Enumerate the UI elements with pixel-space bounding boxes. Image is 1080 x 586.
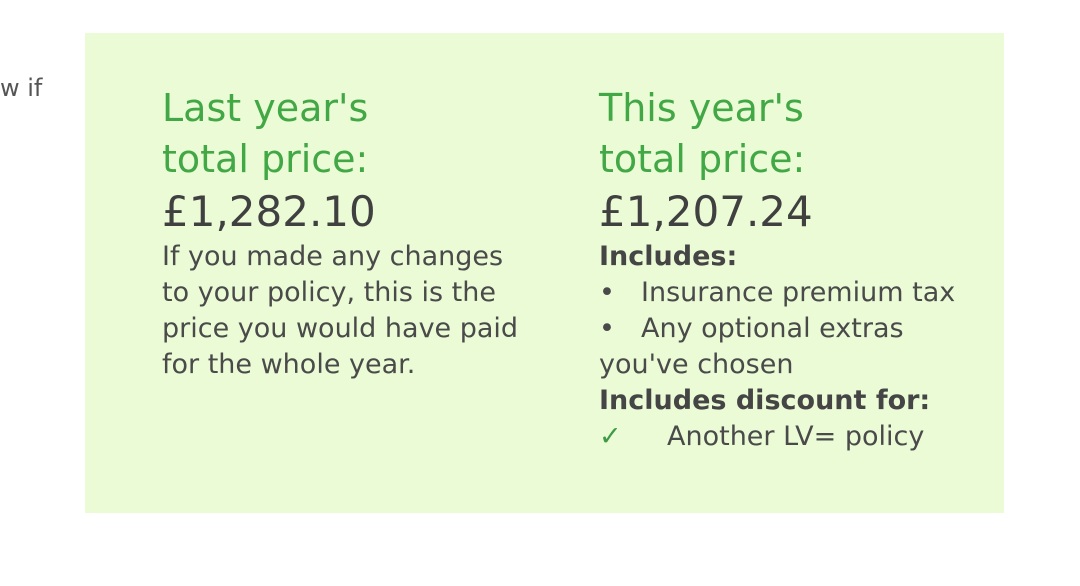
this-year-heading-line1: This year's bbox=[599, 86, 804, 130]
includes-item bbox=[599, 275, 989, 311]
this-year-price: £1,207.24 bbox=[599, 187, 813, 236]
last-year-description-line: price you would have paid bbox=[162, 313, 519, 344]
bullet-icon: • bbox=[599, 277, 615, 308]
includes-item-label: Any optional extras bbox=[641, 313, 904, 344]
discount-item bbox=[599, 419, 989, 455]
discount-item-label: Another LV= policy bbox=[667, 421, 925, 452]
last-year-description-line: If you made any changes bbox=[162, 241, 504, 272]
checkmark-icon: ✓ bbox=[599, 421, 622, 452]
includes-item-label: Insurance premium tax bbox=[641, 277, 956, 308]
this-year-column bbox=[599, 83, 989, 455]
cut-off-text: w if bbox=[0, 74, 43, 102]
last-year-column bbox=[162, 83, 542, 383]
includes-label: Includes: bbox=[599, 241, 738, 272]
last-year-price: £1,282.10 bbox=[162, 187, 376, 236]
bullet-icon: • bbox=[599, 313, 615, 344]
price-comparison-panel bbox=[85, 33, 1004, 513]
this-year-heading-line2: total price: bbox=[599, 137, 806, 181]
includes-item bbox=[599, 311, 989, 347]
last-year-heading-line1: Last year's bbox=[162, 86, 369, 130]
last-year-heading-line2: total price: bbox=[162, 137, 369, 181]
last-year-description-line: for the whole year. bbox=[162, 349, 416, 380]
last-year-description-line: to your policy, this is the bbox=[162, 277, 496, 308]
discount-label: Includes discount for: bbox=[599, 385, 931, 416]
includes-item-continuation: you've chosen bbox=[599, 349, 794, 380]
